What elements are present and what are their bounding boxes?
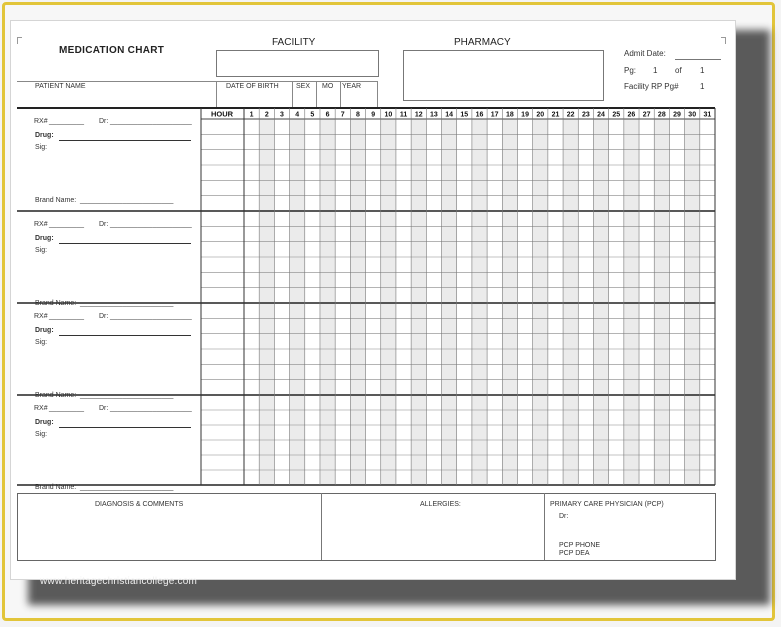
sig-label: Sig: [35, 431, 48, 438]
facility-rp-value: 1 [700, 82, 705, 91]
day-header: 4 [295, 111, 300, 119]
patient-name-label: PATIENT NAME [35, 83, 86, 90]
facility-rp-label: Facility RP Pg# [624, 82, 679, 91]
day-header: 20 [536, 111, 545, 119]
brand-name-label: Brand Name: [35, 197, 77, 204]
diagnosis-field[interactable] [23, 511, 313, 555]
day-header: 11 [399, 111, 408, 119]
day-header: 8 [355, 111, 360, 119]
day-header: 30 [688, 111, 697, 119]
day-column-shade [350, 119, 365, 485]
day-header: 22 [566, 111, 575, 119]
day-header: 12 [414, 111, 423, 119]
footer-divider [544, 493, 545, 560]
drug-field[interactable] [59, 243, 191, 244]
brand-name-label: Brand Name: [35, 300, 77, 307]
day-column-shade [259, 119, 274, 485]
of-value: 1 [700, 66, 705, 75]
drug-label: Drug: [35, 132, 54, 139]
day-column-shade [502, 119, 517, 485]
day-header: 31 [703, 111, 712, 119]
day-header: 7 [340, 111, 345, 119]
watermark-text: www.heritagechristiancollege.com [40, 576, 198, 587]
admit-date-label: Admit Date: [624, 49, 666, 58]
chart-title: MEDICATION CHART [59, 45, 165, 56]
allergies-label: ALLERGIES: [420, 501, 461, 508]
day-header: 19 [521, 111, 529, 119]
day-header: 16 [475, 111, 484, 119]
allergies-field[interactable] [327, 511, 537, 555]
day-header: 13 [430, 111, 438, 119]
day-header: 9 [371, 111, 376, 119]
sex-label: SEX [296, 83, 311, 90]
drug-label: Drug: [35, 327, 54, 334]
rx-label: RX# [34, 118, 48, 125]
pcp-dea-label: PCP DEA [559, 550, 590, 557]
drug-field[interactable] [59, 335, 191, 336]
footer-divider [321, 493, 322, 560]
day-header: 18 [505, 111, 514, 119]
mo-label: MO [322, 83, 334, 90]
sig-label: Sig: [35, 144, 48, 151]
day-header: 24 [597, 111, 605, 119]
pcp-dr-label: Dr: [559, 513, 569, 520]
rx-field[interactable]: _________ [49, 221, 85, 228]
day-column-shade [593, 119, 608, 485]
day-column-shade [624, 119, 639, 485]
brand-name-field[interactable]: ________________________ [80, 392, 174, 399]
pcp-label: PRIMARY CARE PHYSICIAN (PCP) [550, 501, 664, 508]
day-header: 6 [325, 111, 330, 119]
diagnosis-label: DIAGNOSIS & COMMENTS [95, 501, 184, 508]
drug-label: Drug: [35, 419, 54, 426]
rx-label: RX# [34, 405, 48, 412]
brand-name-field[interactable]: ________________________ [80, 300, 174, 307]
day-header: 14 [445, 111, 454, 119]
day-header: 2 [264, 111, 269, 119]
dr-label: Dr: [99, 221, 109, 228]
day-header: 29 [673, 111, 681, 119]
day-header: 23 [581, 111, 590, 119]
rx-field[interactable]: _________ [49, 313, 85, 320]
brand-name-label: Brand Name: [35, 392, 77, 399]
year-label: YEAR [342, 83, 362, 90]
rx-label: RX# [34, 221, 48, 228]
day-header: 5 [310, 111, 315, 119]
brand-name-field[interactable]: ________________________ [80, 484, 174, 491]
pg-value: 1 [653, 66, 658, 75]
day-header: 15 [460, 111, 469, 119]
sig-label: Sig: [35, 339, 48, 346]
pcp-phone-label: PCP PHONE [559, 542, 601, 549]
dr-label: Dr: [99, 118, 109, 125]
medication-chart-sheet [10, 20, 736, 580]
day-header: 1 [249, 111, 254, 119]
day-header: 25 [612, 111, 621, 119]
of-label: of [675, 66, 682, 75]
dr-field[interactable]: _____________________ [110, 405, 192, 412]
day-column-shade [290, 119, 305, 485]
day-column-shade [654, 119, 669, 485]
administration-grid [11, 21, 737, 491]
day-column-shade [533, 119, 548, 485]
rx-field[interactable]: _________ [49, 118, 85, 125]
dob-label: DATE OF BIRTH [226, 83, 279, 90]
day-column-shade [442, 119, 457, 485]
brand-name-label: Brand Name: [35, 484, 77, 491]
day-column-shade [411, 119, 426, 485]
day-header: 10 [384, 111, 393, 119]
drug-label: Drug: [35, 235, 54, 242]
day-column-shade [381, 119, 396, 485]
dr-field[interactable]: _____________________ [110, 313, 192, 320]
day-header: 26 [627, 111, 636, 119]
hour-header: HOUR [210, 109, 234, 119]
day-column-shade [563, 119, 578, 485]
sig-label: Sig: [35, 247, 48, 254]
day-header: 17 [490, 111, 499, 119]
day-header: 28 [657, 111, 666, 119]
facility-label: FACILITY [272, 37, 316, 48]
dr-field[interactable]: _____________________ [110, 118, 192, 125]
dr-label: Dr: [99, 313, 109, 320]
dr-label: Dr: [99, 405, 109, 412]
dr-field[interactable]: _____________________ [110, 221, 192, 228]
brand-name-field[interactable]: ________________________ [80, 197, 174, 204]
day-column-shade [320, 119, 335, 485]
pg-label: Pg: [624, 66, 637, 75]
day-header: 27 [642, 111, 651, 119]
pharmacy-label: PHARMACY [454, 37, 511, 48]
day-header: 21 [551, 111, 560, 119]
day-header: 3 [280, 111, 284, 119]
day-column-shade [685, 119, 700, 485]
rx-field[interactable]: _________ [49, 405, 85, 412]
day-column-shade [472, 119, 487, 485]
rx-label: RX# [34, 313, 48, 320]
drug-field[interactable] [59, 427, 191, 428]
drug-field[interactable] [59, 140, 191, 141]
